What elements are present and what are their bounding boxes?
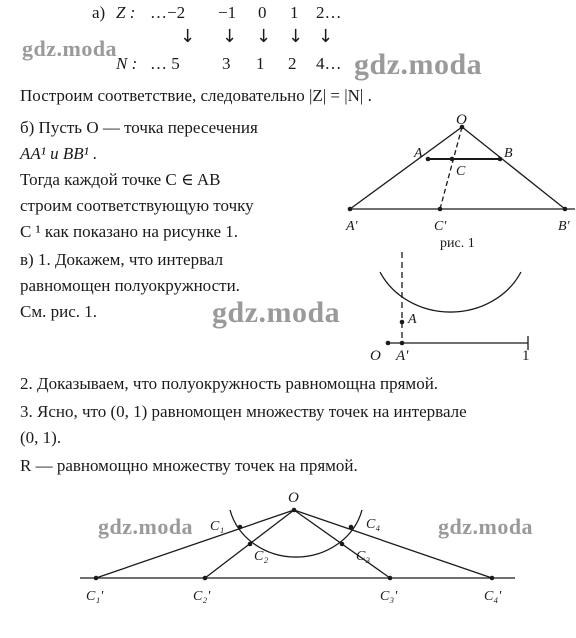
- label-c1-prime: C₁': [86, 589, 104, 604]
- point-c2: [248, 542, 253, 547]
- watermark: gdz.moda: [438, 514, 534, 539]
- part-b-line: Тогда каждой точке C ∈ AB: [20, 170, 221, 189]
- label-a-fig2: A: [408, 312, 417, 327]
- statement-4: R — равномощно множеству точек на прямой.: [20, 456, 358, 475]
- part-b-line: б) Пусть O — точка пересечения: [20, 118, 258, 137]
- label-o-fig3: O: [288, 490, 299, 506]
- watermark: gdz.moda: [22, 36, 118, 61]
- watermark: gdz.moda: [98, 514, 194, 539]
- statement-3: 3. Ясно, что (0, 1) равномощен множеству точек на интервале: [20, 402, 467, 421]
- label-c2: C₂: [254, 549, 269, 564]
- point-a-prime: [348, 207, 353, 212]
- watermark: gdz.moda: [212, 296, 341, 329]
- point-c-prime: [438, 207, 443, 212]
- label-a-prime: A': [346, 219, 358, 234]
- point-c: [450, 157, 455, 162]
- label-one: 1: [522, 348, 530, 364]
- point-b: [498, 157, 503, 162]
- figure-2: [380, 252, 528, 350]
- semicircle: [230, 510, 362, 557]
- label-c3: C₃: [356, 549, 371, 564]
- n-value: 2: [288, 54, 297, 73]
- point-a-prime-fig2: [400, 341, 405, 346]
- point-o-fig3: [292, 508, 297, 513]
- label-a-prime-fig2: A': [396, 348, 409, 364]
- n-value: 4…: [316, 54, 342, 73]
- line-a1-o: [350, 127, 462, 209]
- line-b1-o: [462, 127, 565, 209]
- part-a-label: а): [92, 3, 106, 22]
- n-value: … 5: [150, 54, 180, 73]
- down-arrow-icon: ↓: [222, 26, 238, 47]
- part-v-line: равномощен полуокружности.: [20, 276, 240, 295]
- down-arrow-icon: ↓: [288, 26, 304, 47]
- point-c1: [238, 525, 243, 530]
- point-a: [426, 157, 431, 162]
- point-o-fig2: [386, 341, 391, 346]
- label-c1: C₁: [210, 519, 225, 534]
- label-c3-prime: C₃': [380, 589, 398, 604]
- label-c2-prime: C₂': [193, 589, 211, 604]
- statement-2: 2. Доказываем, что полуокружность равномощна прямой.: [20, 374, 439, 393]
- point-c1-prime: [94, 576, 99, 581]
- z-label: Z :: [116, 3, 136, 22]
- down-arrow-icon: ↓: [318, 26, 334, 47]
- part-v-line: в) 1. Докажем, что интервал: [20, 250, 224, 269]
- point-c3: [340, 542, 345, 547]
- label-o: O: [456, 112, 467, 128]
- point-b-prime: [563, 207, 568, 212]
- z-value: 1: [290, 3, 299, 22]
- label-b: B: [504, 146, 513, 161]
- statement-3-cont: (0, 1).: [20, 428, 62, 447]
- n-value: 1: [256, 54, 265, 73]
- point-c4-prime: [490, 576, 495, 581]
- label-c-prime: C': [434, 219, 447, 234]
- z-value: …−2: [150, 3, 186, 22]
- n-value: 3: [222, 54, 231, 73]
- semicircle: [380, 272, 521, 312]
- part-v-line: См. рис. 1.: [20, 302, 97, 321]
- part-a-conclusion: Построим соответствие, следовательно |Z| = |N| .: [20, 86, 372, 105]
- label-o-fig2: O: [370, 348, 381, 364]
- point-c2-prime: [203, 576, 208, 581]
- down-arrow-icon: ↓: [256, 26, 272, 47]
- part-b-line: строим соответствующую точку: [20, 196, 254, 215]
- z-value: 0: [258, 3, 267, 22]
- part-b-line: AA¹ и BB¹ .: [20, 144, 98, 163]
- point-a-fig2: [400, 320, 405, 325]
- label-c: C: [456, 164, 466, 179]
- point-c4: [349, 525, 354, 530]
- label-c4: C₄: [366, 517, 381, 532]
- figure-1-caption: рис. 1: [440, 236, 475, 251]
- label-c4-prime: C₄': [484, 589, 502, 604]
- point-c3-prime: [388, 576, 393, 581]
- label-b-prime: B': [558, 219, 570, 234]
- label-a: A: [414, 146, 423, 161]
- watermark: gdz.moda: [354, 48, 483, 81]
- z-value: −1: [218, 3, 237, 22]
- down-arrow-icon: ↓: [180, 26, 196, 47]
- z-value: 2…: [316, 3, 342, 22]
- n-label: N :: [116, 54, 138, 73]
- part-b-line: C ¹ как показано на рисунке 1.: [20, 222, 239, 241]
